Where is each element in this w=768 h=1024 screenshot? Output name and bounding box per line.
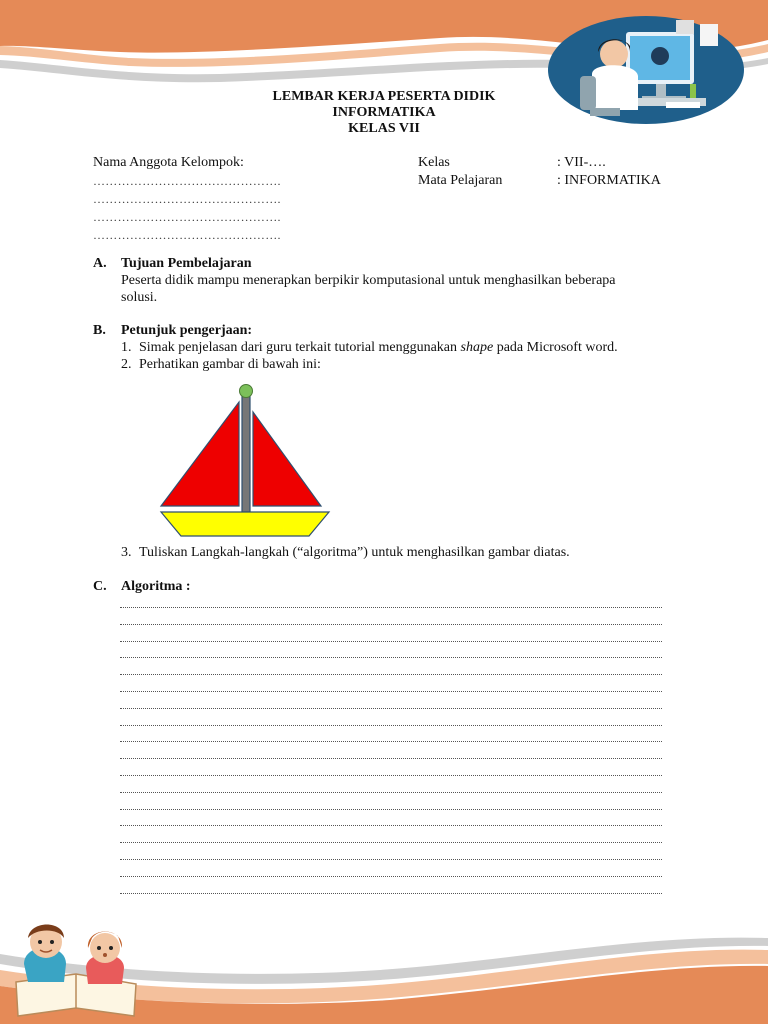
- answer-line[interactable]: [120, 647, 662, 658]
- member-line-3[interactable]: ……………………………………….: [93, 210, 281, 224]
- mast-flag: [240, 385, 253, 398]
- section-a-marker: A.: [93, 256, 107, 271]
- title-line-3: KELAS VII: [348, 121, 420, 136]
- section-b-heading: Petunjuk pengerjaan:: [121, 323, 253, 338]
- member-line-2[interactable]: ……………………………………….: [93, 192, 281, 206]
- step-2-text: Perhatikan gambar di bawah ini:: [139, 357, 321, 372]
- left-sail: [161, 402, 239, 506]
- step-2-number: 2.: [121, 357, 132, 372]
- step-1-text: [139, 340, 618, 356]
- section-b-marker: B.: [93, 323, 106, 338]
- section-a-body-line-2: solusi.: [121, 290, 158, 305]
- section-a-heading: Tujuan Pembelajaran: [121, 256, 252, 271]
- answer-line[interactable]: [120, 664, 662, 675]
- step-1-number: 1.: [121, 340, 132, 355]
- answer-line[interactable]: [120, 799, 662, 810]
- answer-line[interactable]: [120, 815, 662, 826]
- answer-line[interactable]: [120, 748, 662, 759]
- answer-line[interactable]: [120, 681, 662, 692]
- group-members-label: Nama Anggota Kelompok:: [93, 155, 244, 170]
- answer-line[interactable]: [120, 832, 662, 843]
- step-3-number: 3.: [121, 545, 132, 560]
- member-line-4[interactable]: ……………………………………….: [93, 228, 281, 242]
- answer-line[interactable]: [120, 866, 662, 877]
- answer-line[interactable]: [120, 782, 662, 793]
- step-1-text-italic: shape: [460, 340, 494, 355]
- answer-line[interactable]: [120, 731, 662, 742]
- step-3-text: Tuliskan Langkah-langkah (“algoritma”) untuk menghasilkan gambar diatas.: [139, 545, 570, 560]
- sailboat-figure: [155, 380, 335, 542]
- class-value[interactable]: : VII-….: [557, 155, 606, 170]
- mast: [242, 394, 250, 512]
- section-c-marker: C.: [93, 579, 107, 594]
- subject-label: Mata Pelajaran: [418, 173, 503, 188]
- answer-line[interactable]: [120, 597, 662, 608]
- answer-line[interactable]: [120, 715, 662, 726]
- answer-line[interactable]: [120, 849, 662, 860]
- answer-line[interactable]: [120, 765, 662, 776]
- title-line-2: INFORMATIKA: [332, 105, 436, 120]
- right-sail: [253, 412, 321, 506]
- answer-line[interactable]: [120, 883, 662, 894]
- title-line-1: LEMBAR KERJA PESERTA DIDIK: [272, 89, 496, 104]
- answer-line[interactable]: [120, 614, 662, 625]
- section-a-body-line-1: Peserta didik mampu menerapkan berpikir komputasional untuk menghasilkan beberapa: [121, 273, 616, 288]
- subject-value: : INFORMATIKA: [557, 173, 661, 188]
- boat-hull: [161, 512, 329, 536]
- worksheet-title: [0, 89, 768, 137]
- step-1-text-after: pada Microsoft word.: [493, 340, 618, 355]
- children-reading-illustration: [6, 912, 156, 1024]
- section-c-heading: Algoritma :: [121, 579, 191, 594]
- class-label: Kelas: [418, 155, 450, 170]
- answer-line[interactable]: [120, 631, 662, 642]
- member-line-1[interactable]: ……………………………………….: [93, 174, 281, 188]
- step-1-text-before: Simak penjelasan dari guru terkait tutorial menggunakan: [139, 340, 461, 355]
- answer-line[interactable]: [120, 698, 662, 709]
